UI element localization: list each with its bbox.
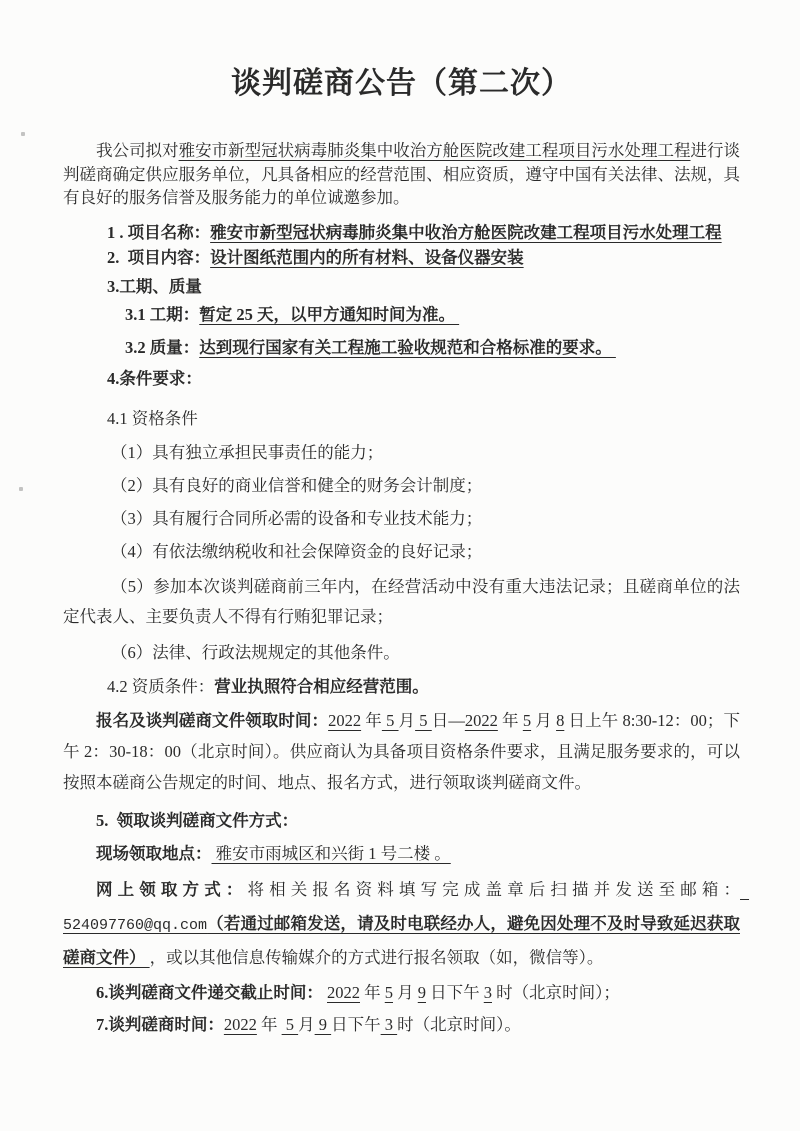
negotiation-time-label: 7.谈判磋商时间：: [96, 1014, 224, 1034]
pickup-time-paragraph: 报名及谈判磋商文件领取时间：2022 年 5 月 5 日—2022 年 5 月 8 日上午 8:30-12：00；下午 2：30-18：00（北京时间）。供应商认为具备项目资格条件要求，且满足服务要求的，可以按照本磋商公告规定的时间、地点、报名方式，进行领取谈判磋商文件。: [63, 710, 741, 792]
condition-item: （4）有依法缴纳税收和社会保障资金的良好记录；: [111, 541, 483, 561]
condition-item: （6）法律、行政法规规定的其他条件。: [111, 642, 400, 662]
project-content-value: 设计图纸范围内的所有材料、设备仪器安装: [210, 247, 524, 267]
duration-label: 3.1 工期：: [125, 304, 200, 324]
section-4-heading: 4.条件要求：: [107, 368, 202, 388]
condition-item: （3）具有履行合同所必需的设备和专业技术能力；: [111, 508, 483, 528]
intro-text-pre: 我公司拟对: [96, 141, 179, 160]
project-name-line: [63, 220, 740, 245]
intro-paragraph: [63, 139, 740, 210]
online-pickup-paragraph: 网上领取方式：将相关报名资料填写完成盖章后扫描并发送至邮箱： 524097760@qq.com（若通过邮箱发送，请及时电联经办人，避免因处理不及时导致延迟获取磋商文件） ，或以其他信息传输媒介的方式进行报名领取（如，微信等）。: [63, 879, 750, 967]
submission-deadline-label: 6.谈判磋商文件递交截止时间：: [96, 982, 323, 1002]
duration-value: 暂定 25 天，以甲方通知时间为准。: [199, 304, 460, 324]
pickup-time-label: 报名及谈判磋商文件领取时间：: [96, 710, 329, 730]
qualification-line: [63, 674, 740, 699]
condition-item: （1）具有独立承担民事责任的能力；: [111, 442, 384, 462]
scan-speck: [21, 132, 25, 136]
section-3-heading: 3.工期、质量: [107, 276, 202, 296]
quality-line: [63, 335, 740, 360]
document-title: 谈判磋商公告（第二次）: [231, 67, 572, 100]
negotiation-time-line: 7.谈判磋商时间：2022 年 5 月 9 日下午 3 时（北京时间）。: [96, 1014, 521, 1034]
onsite-pickup-label: 现场领取地点：: [96, 843, 212, 863]
duration-line: [63, 302, 740, 327]
section-4-1-heading: 4.1 资格条件: [107, 408, 198, 428]
quality-label: 3.2 质量：: [125, 337, 200, 357]
project-name-label: 1 . 项目名称：: [107, 222, 211, 242]
onsite-pickup-line: [63, 841, 740, 866]
project-name-value: 雅安市新型冠状病毒肺炎集中收治方舱医院改建工程项目污水处理工程: [210, 222, 722, 242]
quality-value: 达到现行国家有关工程施工验收规范和合格标准的要求。: [199, 337, 616, 357]
qualification-value: 营业执照符合相应经营范围。: [214, 676, 429, 696]
project-content-label: 2. 项目内容：: [107, 247, 211, 267]
online-pickup-label: 网上领取方式：: [96, 879, 248, 899]
email-address: 524097760@qq.com: [63, 882, 750, 934]
onsite-pickup-address: 雅安市雨城区和兴街 1 号二楼 。: [211, 843, 451, 863]
condition-item: （5）参加本次谈判磋商前三年内，在经营活动中没有重大违法记录；且磋商单位的法定代表人、主要负责人不得有行贿犯罪记录；: [63, 576, 740, 626]
project-name-underlined: 雅安市新型冠状病毒肺炎集中收治方舱医院改建工程项目污水处理工程: [178, 141, 691, 160]
condition-item: （2）具有良好的商业信誉和健全的财务会计制度；: [111, 475, 483, 495]
intro-text-post: 进行谈判磋商确定供应服务单位，凡具备相应的经营范围、相应资质，遵守中国有关法律、法规，具有良好的服务信誉及服务能力的单位诚邀参加。: [63, 141, 741, 207]
scan-speck: [19, 487, 23, 491]
qualification-label: 4.2 资质条件：: [107, 676, 215, 696]
project-content-line: [63, 245, 740, 270]
section-5-heading: 5. 领取谈判磋商文件方式：: [96, 810, 299, 830]
submission-deadline-line: 6.谈判磋商文件递交截止时间： 2022 年 5 月 9 日下午 3 时（北京时间）；: [96, 982, 620, 1002]
email-warning-note: （若通过邮箱发送，请及时电联经办人，避免因处理不及时导致延迟获取磋商文件）: [63, 913, 740, 967]
